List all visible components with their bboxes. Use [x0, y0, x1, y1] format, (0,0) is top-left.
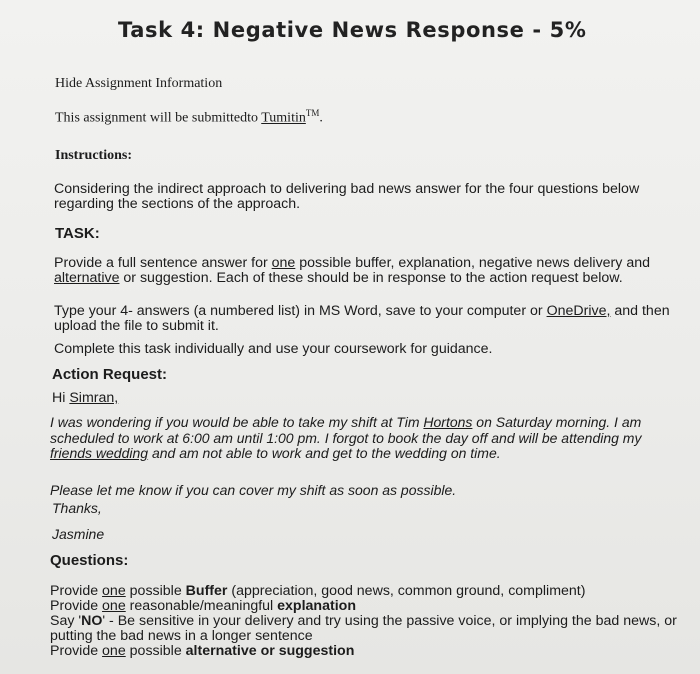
question-item [50, 614, 690, 644]
closing-thanks: Thanks, [52, 500, 102, 516]
task-p2-text-b: and then upload the file to submit it. [54, 303, 670, 334]
q2-text-a: Provide [50, 598, 103, 614]
q1-text-c: (appreciation, good news, common ground, compliment) [227, 583, 586, 599]
onedrive-link[interactable]: OneDrive, [546, 303, 611, 319]
greeting-name: Simran, [69, 390, 119, 406]
turnitin-name: Tumitin [261, 110, 306, 126]
msg-text-c: and am not able to work and get to the wedding on time. [148, 445, 501, 461]
greeting [52, 390, 118, 406]
title-dash: - [524, 18, 550, 42]
submission-prefix: This assignment will be submittedto [55, 110, 262, 126]
q1-text-b: possible [125, 583, 186, 599]
q3-text-b: ' - Be sensitive in your delivery and try using the passive voice, or implying the bad news, or putting the bad news in a longer sentence [50, 613, 677, 644]
request-please: Please let me know if you can cover my shift as soon as possible. [50, 482, 457, 498]
q2-one: one [102, 598, 126, 614]
question-item [50, 584, 690, 599]
q1-buffer: Buffer [185, 583, 228, 599]
question-item [50, 644, 690, 659]
page-title [118, 18, 586, 42]
task-paragraph-1 [54, 256, 674, 286]
instructions-heading: Instructions: [55, 148, 133, 163]
hide-assignment-info-link[interactable]: Hide Assignment Information [55, 76, 223, 91]
task-p1-text-b: possible buffer, explanation, negative news delivery and [295, 255, 650, 271]
task-heading: TASK: [55, 225, 100, 242]
action-request-heading: Action Request: [52, 366, 168, 383]
q4-text-b: possible [125, 643, 186, 659]
task-p1-text-a: Provide a full sentence answer for [54, 255, 272, 271]
questions-heading: Questions: [50, 552, 129, 569]
msg-text-b: on Saturday morning. I am scheduled to work at 6:00 am until 1:00 pm. I forgot to book the day off and will be attending my [50, 414, 642, 446]
q3-no: NO [81, 613, 103, 629]
q4-one: one [102, 643, 126, 659]
task-paragraph-3: Complete this task individually and use your coursework for guidance. [54, 341, 493, 357]
submission-suffix: . [319, 110, 323, 126]
q4-alternative: alternative or suggestion [185, 643, 355, 659]
q4-text-a: Provide [50, 643, 103, 659]
task-p1-one: one [271, 255, 296, 271]
submission-note [55, 108, 323, 127]
q1-one: one [102, 583, 126, 599]
instructions-text: Considering the indirect approach to delivering bad news answer for the four questions below regarding the sections of the approach. [54, 181, 640, 212]
msg-hortons: Hortons [423, 414, 473, 430]
task-p1-alternative: alternative [54, 270, 120, 286]
signature: Jasmine [52, 526, 105, 542]
request-message [50, 415, 670, 462]
question-item [50, 599, 690, 614]
title-weight: 5% [549, 18, 587, 42]
q1-text-a: Provide [50, 583, 103, 599]
msg-friends-wedding: friends wedding [50, 445, 149, 461]
q2-text-b: reasonable/meaningful [125, 598, 278, 614]
msg-text-a: I was wondering if you would be able to take my shift at Tim [50, 414, 424, 430]
q3-text-a: Say ' [50, 613, 82, 629]
task-p1-text-c: or suggestion. Each of these should be in response to the action request below. [119, 270, 623, 286]
questions-list [50, 584, 690, 659]
greeting-prefix: Hi [52, 390, 70, 406]
title-main: Task 4: Negative News Response [118, 18, 525, 42]
task-p2-text-a: Type your 4- answers (a numbered list) in MS Word, save to your computer or [54, 303, 547, 319]
q2-explanation: explanation [277, 598, 356, 614]
task-paragraph-2 [54, 304, 684, 334]
trademark-mark: TM [305, 108, 320, 118]
